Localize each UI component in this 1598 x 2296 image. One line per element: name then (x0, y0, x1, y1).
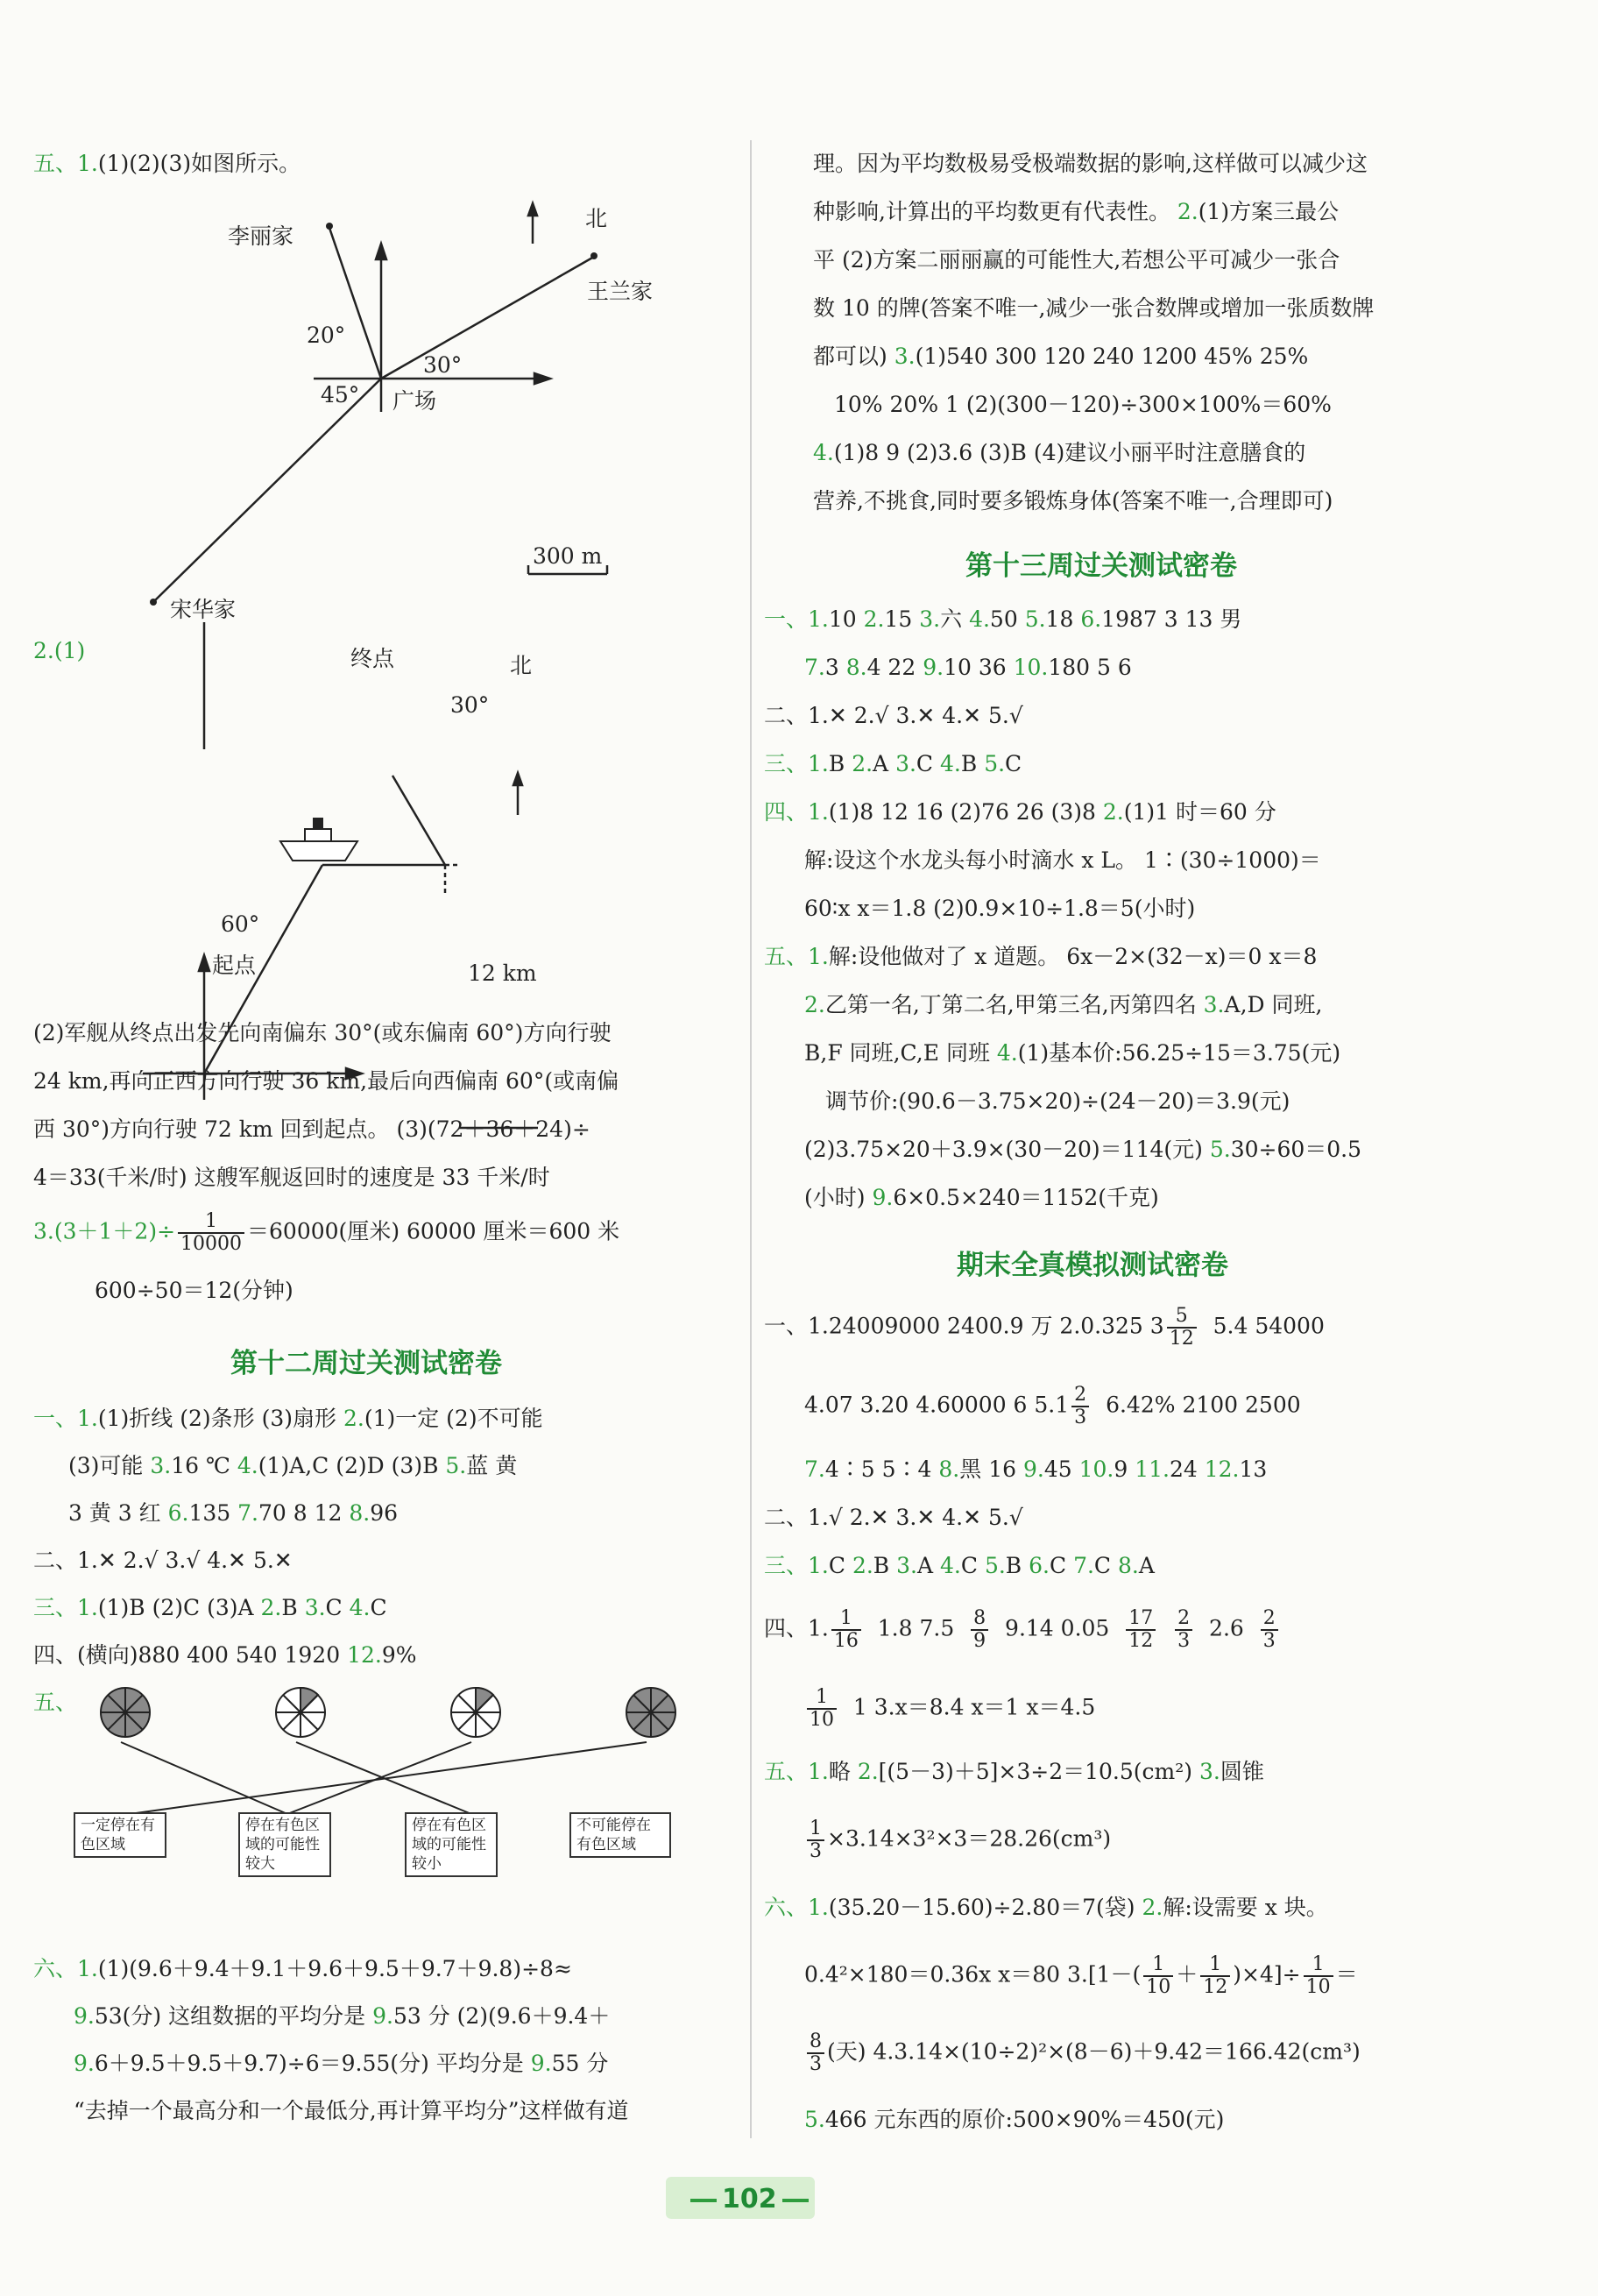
r-line1: 理。因为平均数极易受极端数据的影响,这样做可以减少这 (813, 151, 1368, 176)
w13-line9: 2.乙第一名,丁第二名,甲第三名,丙第四名 3.A,D 同班, (804, 992, 1323, 1017)
fraction-8-9: $\frac{8}{9}$ (971, 1608, 988, 1652)
map2-north: 北 (510, 653, 533, 678)
final-line4: 二、1.√ 2.✕ 3.✕ 4.✕ 5.√ (764, 1505, 1023, 1530)
fraction-5-12: $\frac{5}{12}$ (1167, 1306, 1197, 1350)
s6-line3: 9.6＋9.5＋9.5＋9.7)÷6＝9.55(分) 平均分是 9.55 分 (74, 2051, 609, 2076)
w13-line2: 7.3 8.4 22 9.10 36 10.180 5 6 (804, 655, 1132, 680)
heading-final: 期末全真模拟测试密卷 (957, 1250, 1228, 1281)
spinner-4-icon (626, 1688, 675, 1737)
w12-line5: 三、1.(1)B (2)C (3)A 2.B 3.C 4.C (33, 1595, 387, 1620)
map2-start: 起点 (212, 953, 257, 978)
w13-line4: 三、1.B 2.A 3.C 4.B 5.C (764, 751, 1022, 776)
match-box-4: 不可能停在有色区域 (569, 1812, 671, 1858)
map2-diagram (33, 622, 734, 1025)
map2-scale: 12 km (468, 960, 537, 986)
q3-line1 (33, 1211, 619, 1255)
map1-square: 广场 (392, 388, 437, 414)
final-line13: 5.466 元东西的原价:500×90%＝450(元) (804, 2107, 1225, 2132)
map1-angle-30: 30° (423, 352, 463, 378)
w13-line13: (小时) 9.6×0.5×240＝1152(千克) (804, 1185, 1159, 1210)
map1-angle-45: 45° (321, 382, 360, 407)
w13-line12: (2)3.75×20＋3.9×(30－20)＝114(元) 5.30÷60＝0.5 (804, 1137, 1362, 1162)
heading-week13: 第十三周过关测试密卷 (965, 550, 1237, 582)
q3-line2: 600÷50＝12(分钟) (95, 1278, 293, 1303)
ship-icon (280, 818, 357, 861)
w13-line6: 解:设这个水龙头每小时滴水 x L。 1∶(30÷1000)＝ (804, 847, 1321, 873)
spinner-3-icon (451, 1688, 500, 1737)
w13-line5: 四、1.(1)8 12 16 (2)76 26 (3)8 2.(1)1 时＝60 分 (764, 799, 1276, 825)
w13-line11: 调节价:(90.6－3.75×20)÷(24－20)＝3.9(元) (825, 1088, 1290, 1114)
final-line7: $\frac{1}{10}$ 1 3.x＝8.4 x＝1 x＝4.5 (804, 1687, 1095, 1731)
fraction-1-10c: $\frac{1}{10}$ (1304, 1954, 1333, 1998)
spinner-matching-diagram (33, 1683, 734, 1910)
w12-line1: 一、1.(1)折线 (2)条形 (3)扇形 2.(1)一定 (2)不可能 (33, 1406, 543, 1431)
w13-line1: 一、1.10 2.15 3.六 4.50 5.18 6.1987 3 13 男 (764, 606, 1242, 632)
final-line9: $\frac{1}{3}$ ×3.14×3²×3＝28.26(cm³) (804, 1818, 1111, 1862)
final-line3: 7.4∶5 5∶4 8.黑 16 9.45 10.9 11.24 12.13 (804, 1456, 1268, 1482)
w13-line7: 60∶x x＝1.8 (2)0.9×10÷1.8＝5(小时) (804, 896, 1196, 921)
column-divider (750, 140, 752, 2138)
r-line6: 10% 20% 1 (2)(300－120)÷300×100%＝60% (834, 392, 1332, 417)
r-line2: 种影响,计算出的平均数更有代表性。 2.(1)方案三最公 (813, 199, 1340, 224)
r-line5: 都可以) 3.(1)540 300 120 240 1200 45% 25% (813, 344, 1309, 369)
fraction-17-12: $\frac{17}{12}$ (1126, 1608, 1156, 1652)
heading-week12: 第十二周过关测试密卷 (230, 1348, 502, 1379)
w13-line3: 二、1.✕ 2.√ 3.✕ 4.✕ 5.√ (764, 703, 1023, 728)
fraction-2-3: $\frac{2}{3}$ (1071, 1385, 1089, 1428)
s6-line2: 9.53(分) 这组数据的平均分是 9.53 分 (2)(9.6＋9.4＋ (74, 2003, 611, 2029)
fraction-8-3: $\frac{8}{3}$ (807, 2031, 824, 2075)
q3-a: 3.(3＋1＋2)÷ (33, 1218, 176, 1244)
q3-fraction: $\frac{1}{10000}$ (178, 1211, 244, 1255)
match-box-1: 一定停在有色区域 (74, 1812, 166, 1858)
r-line8: 营养,不挑食,同时要多锻炼身体(答案不唯一,合理即可) (813, 488, 1333, 514)
w12-line2: (3)可能 3.16 ℃ 4.(1)A,C (2)D (3)B 5.蓝 黄 (68, 1453, 518, 1478)
spinner-1-icon (101, 1688, 150, 1737)
p2-line4: 4＝33(千米/时) 这艘军舰返回时的速度是 33 千米/时 (33, 1165, 550, 1190)
fraction-1-3: $\frac{1}{3}$ (807, 1818, 824, 1862)
fraction-1-10b: $\frac{1}{10}$ (1143, 1954, 1173, 1998)
fraction-1-10: $\frac{1}{10}$ (807, 1687, 837, 1731)
w12-line6: 四、(横向)880 400 540 1920 12.9% (33, 1642, 417, 1668)
final-line1: 一、1.24009000 2400.9 万 2.0.325 3 $\frac{5}{12}$ 5.4 54000 (764, 1305, 1325, 1350)
fraction-1-16: $\frac{1}{16}$ (831, 1608, 861, 1652)
w12-line3: 3 黄 3 红 6.135 7.70 8 12 8.96 (68, 1500, 399, 1526)
map2-end: 终点 (350, 646, 395, 671)
section5-title: 五、1.(1)(2)(3)如图所示。 (33, 151, 301, 176)
final-line8: 五、1.略 2.[(5－3)＋5]×3÷2＝10.5(cm²) 3.圆锥 (764, 1759, 1264, 1784)
map1-lili: 李丽家 (228, 223, 294, 249)
w12-line7: 五、 (33, 1690, 78, 1715)
fraction-1-12: $\frac{1}{12}$ (1200, 1954, 1230, 1998)
q2-label: 2.(1) (33, 638, 86, 663)
r-line3: 平 (2)方案二丽丽赢的可能性大,若想公平可减少一张合 (813, 247, 1340, 273)
map2-angle-30: 30° (450, 692, 490, 718)
q3-b: ＝60000(厘米) 60000 厘米＝600 米 (247, 1218, 620, 1244)
fraction-2-3b: $\frac{2}{3}$ (1175, 1608, 1192, 1652)
final-line11: 0.4²×180＝0.36x x＝80 3.[1－( $\frac{1}{10}$ ＋ $\frac{1}{12}$ )×4]÷ $\frac{1}{10}$ ＝ (804, 1953, 1358, 1998)
map1-wanglan: 王兰家 (587, 279, 654, 304)
final-line12: $\frac{8}{3}$ (天) 4.3.14×(10÷2)²×(8－6)＋9.42＝166.42(cm³) (804, 2031, 1361, 2075)
p2-line3: 西 30°)方向行驶 72 km 回到起点。 (3)(72＋36＋24)÷ (33, 1116, 590, 1142)
map1-diagram (33, 131, 734, 622)
map1-songhua: 宋华家 (170, 597, 237, 622)
w13-line8: 五、1.解:设他做对了 x 道题。 6x－2×(32－x)＝0 x＝8 (764, 944, 1318, 969)
final-line6: 四、1. $\frac{1}{16}$ 1.8 7.5 $\frac{8}{9}$ 9.14 0.05 $\frac{17}{12}$ $\frac{2}{3}$ 2.6 $\frac{2}{3}$ (764, 1608, 1281, 1652)
fraction-2-3c: $\frac{2}{3}$ (1261, 1608, 1278, 1652)
final-line2: 4.07 3.20 4.60000 6 5.1 $\frac{2}{3}$ 6.42% 2100 2500 (804, 1384, 1301, 1428)
w12-line4: 二、1.✕ 2.√ 3.√ 4.✕ 5.✕ (33, 1548, 293, 1573)
map1-scale: 300 m (533, 543, 603, 569)
match-box-2: 停在有色区域的可能性较大 (238, 1812, 331, 1877)
map1-angle-20: 20° (307, 322, 346, 348)
page-number: 102 (685, 2184, 814, 2215)
s6-line1: 六、1.(1)(9.6＋9.4＋9.1＋9.6＋9.5＋9.7＋9.8)÷8≈ (33, 1956, 572, 1981)
w13-line10: B,F 同班,C,E 同班 4.(1)基本价:56.25÷15＝3.75(元) (804, 1040, 1341, 1066)
map1-north: 北 (585, 206, 608, 231)
r-line4: 数 10 的牌(答案不唯一,减少一张合数牌或增加一张质数牌 (813, 295, 1375, 321)
match-box-3: 停在有色区域的可能性较小 (405, 1812, 498, 1877)
spinner-2-icon (276, 1688, 325, 1737)
p2-line1: (2)军舰从终点出发先向南偏东 30°(或东偏南 60°)方向行驶 (33, 1020, 612, 1045)
map2-angle-60: 60° (221, 911, 260, 937)
p2-line2: 24 km,再向正西方向行驶 36 km,最后向西偏南 60°(或南偏 (33, 1068, 619, 1094)
final-line10: 六、1.(35.20－15.60)÷2.80＝7(袋) 2.解:设需要 x 块。 (764, 1895, 1328, 1920)
s6-line4: “去掉一个最高分和一个最低分,再计算平均分”这样做有道 (74, 2098, 629, 2123)
final-line5: 三、1.C 2.B 3.A 4.C 5.B 6.C 7.C 8.A (764, 1553, 1155, 1578)
r-line7: 4.(1)8 9 (2)3.6 (3)B (4)建议小丽平时注意膳食的 (813, 440, 1306, 465)
